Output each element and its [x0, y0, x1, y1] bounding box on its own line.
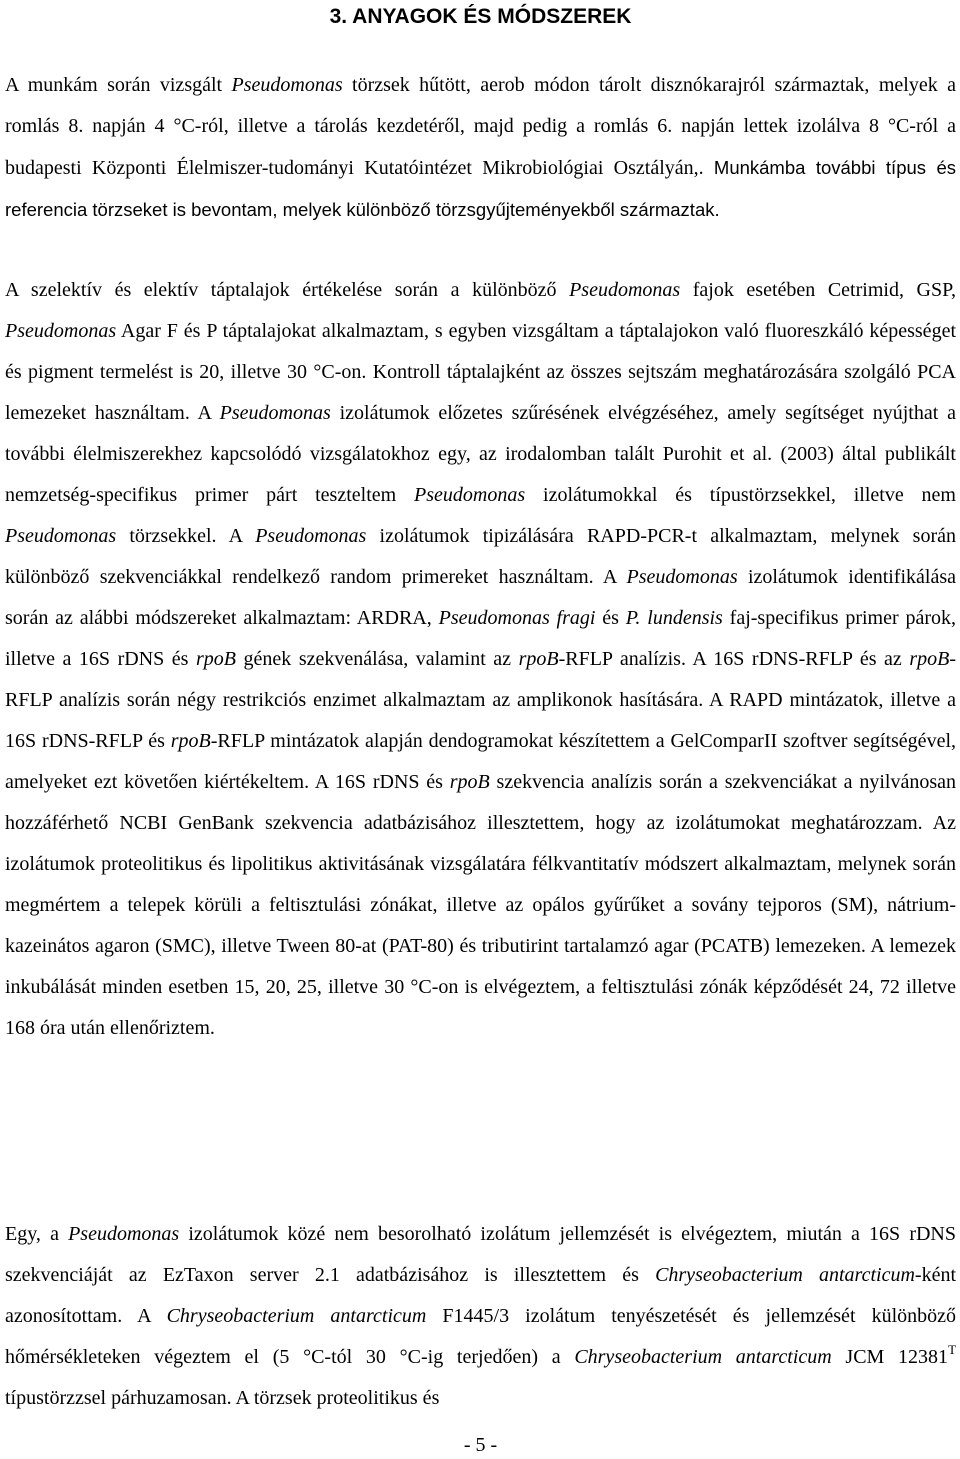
taxon-name: Pseudomonas fragi [438, 607, 596, 629]
text-run: izolátumok identifikálása során az alábbi módszereket alkalmaztam: ARDRA, [5, 566, 956, 629]
gene-name: rpoB [518, 648, 559, 670]
text-run: -ként azonosítottam. A [5, 1264, 956, 1327]
paragraph-chryseobacterium [5, 1214, 956, 1419]
text-run: F1445/3 izolátum tenyészetését és jellemzését különböző hőmérsékleteken végeztem el (5 °C-tól 30 °C-ig terjedően) a [5, 1305, 957, 1368]
text-run: -RFLP analízis. A 16S rDNS-RFLP és az [558, 648, 910, 670]
text-run: és [595, 607, 626, 629]
taxon-name: Pseudomonas [569, 279, 681, 301]
text-run: gének szekvenálása, valamint az [236, 648, 519, 670]
taxon-name: Chryseobacterium antarcticum [166, 1305, 427, 1327]
text-run: izolátumok közé nem besorolható izolátum jellemzését is elvégeztem, miután a 16S rDNS szekvenciáját az EzTaxon server 2.1 adatbázisához is illesztettem és [5, 1223, 956, 1286]
taxon-name: Pseudomonas [626, 566, 738, 588]
taxon-name: Chryseobacterium antarcticum [574, 1346, 832, 1368]
text-run: törzsek hűtött, aerob módon tárolt disznókarajról származtak, melyek a romlás 8. napján 4 °C-ról, illetve a tárolás kezdetéről, majd pedig a romlás 6. napján lettek izolálva 8 °C-ról a budapesti Központi Élelmiszer-tudományi Kutatóintézet Mikrobiológiai Osztályán,. [5, 74, 956, 179]
text-run: JCM 12381 [831, 1346, 949, 1368]
text-run: faj-specifikus primer párok, illetve a 16S rDNS és [5, 607, 957, 670]
text-run: fajok esetében Cetrimid, GSP, [680, 279, 956, 301]
taxon-name: Pseudomonas [5, 525, 117, 547]
text-run: szekvencia analízis során a szekvenciákat a nyilvánosan hozzáférhető NCBI GenBank szekvencia adatbázisához illesztettem, hogy az izolátumokat meghatározzam. Az izolátumok proteolitikus és lipolitikus aktivitásának vizsgálatára félkvantitatív módszert alkalmaztam, melynek során megmértem a telepek körüli a feltisztulási zónákat, illetve az opálos gyűrűket a sovány tejporos (SM), nátrium-kazeinátos agaron (SMC), illetve Tween 80-at (PAT-80) és tributirint tartalamzó agar (PCATB) lemezeken. A lemezek inkubálását minden esetben 15, 20, 25, illetve 30 °C-on is elvégeztem, a feltisztulási zónák képződését 24, 72 illetve 168 óra után ellenőriztem. [5, 771, 956, 1039]
gene-name: rpoB [449, 771, 490, 793]
text-run: típustörzzsel párhuzamosan. A törzsek proteolitikus és [5, 1387, 440, 1409]
text-run: izolátumokkal és típustörzsekkel, illetve nem [525, 484, 956, 506]
taxon-name: Pseudomonas [414, 484, 526, 506]
taxon-name: Chryseobacterium antarcticum [655, 1264, 915, 1286]
text-run: A szelektív és elektív táptalajok értékelése során a különböző [5, 279, 570, 301]
text-run-sans: Munkámba további típus és referencia törzseket is bevontam, melyek különböző törzsgyűjteményekből származtak. [5, 157, 956, 220]
text-run: -RFLP analízis során négy restrikciós enzimet alkalmaztam az amplikonok hasítására. A RAPD mintázatok, illetve a 16S rDNS-RFLP és [5, 648, 957, 752]
text-run: izolátumok előzetes szűrésének elvégzéséhez, amely segítséget nyújthat a további élelmiszerekhez kapcsolódó vizsgálatokhoz egy, az irodalomban talált Purohit et al. (2003) által publikált nemzetség-specifikus primer párt teszteltem [5, 402, 956, 506]
taxon-name: Pseudomonas [255, 525, 367, 547]
gene-name: rpoB [909, 648, 950, 670]
gene-name: rpoB [196, 648, 237, 670]
taxon-name: P. lundensis [625, 607, 723, 629]
taxon-name: Pseudomonas [231, 74, 343, 96]
text-run: Egy, a [5, 1223, 69, 1245]
taxon-name: Pseudomonas [219, 402, 331, 424]
paragraph-methods [5, 270, 956, 1049]
page-number: - 5 - [463, 1434, 498, 1456]
type-strain-mark: T [948, 1342, 957, 1357]
taxon-name: Pseudomonas [68, 1223, 180, 1245]
gene-name: rpoB [170, 730, 211, 752]
section-heading: 3. ANYAGOK ÉS MÓDSZEREK [329, 5, 632, 28]
text-run: A munkám során vizsgált [5, 74, 232, 96]
text-run: törzsekkel. A [116, 525, 256, 547]
paragraph-sample-origin [5, 65, 956, 231]
text-run: -RFLP mintázatok alapján dendogramokat készítettem a GelComparII szoftver segítségével, amelyeket ezt követően kiértékeltem. A 16S rDNS és [5, 730, 956, 793]
text-run: izolátumok tipizálására RAPD-PCR-t alkalmaztam, melynek során különböző szekvenciákkal rendelkező random primereket használtam. A [5, 525, 956, 588]
taxon-name: Pseudomonas [5, 320, 117, 342]
text-run: Agar F és P táptalajokat alkalmaztam, s egyben vizsgáltam a táptalajokon való fluoreszkáló képességet és pigment termelést is 20, illetve 30 °C-on. Kontroll táptalajként az összes sejtszám meghatározására szolgáló PCA lemezeket használtam. A [5, 320, 956, 424]
